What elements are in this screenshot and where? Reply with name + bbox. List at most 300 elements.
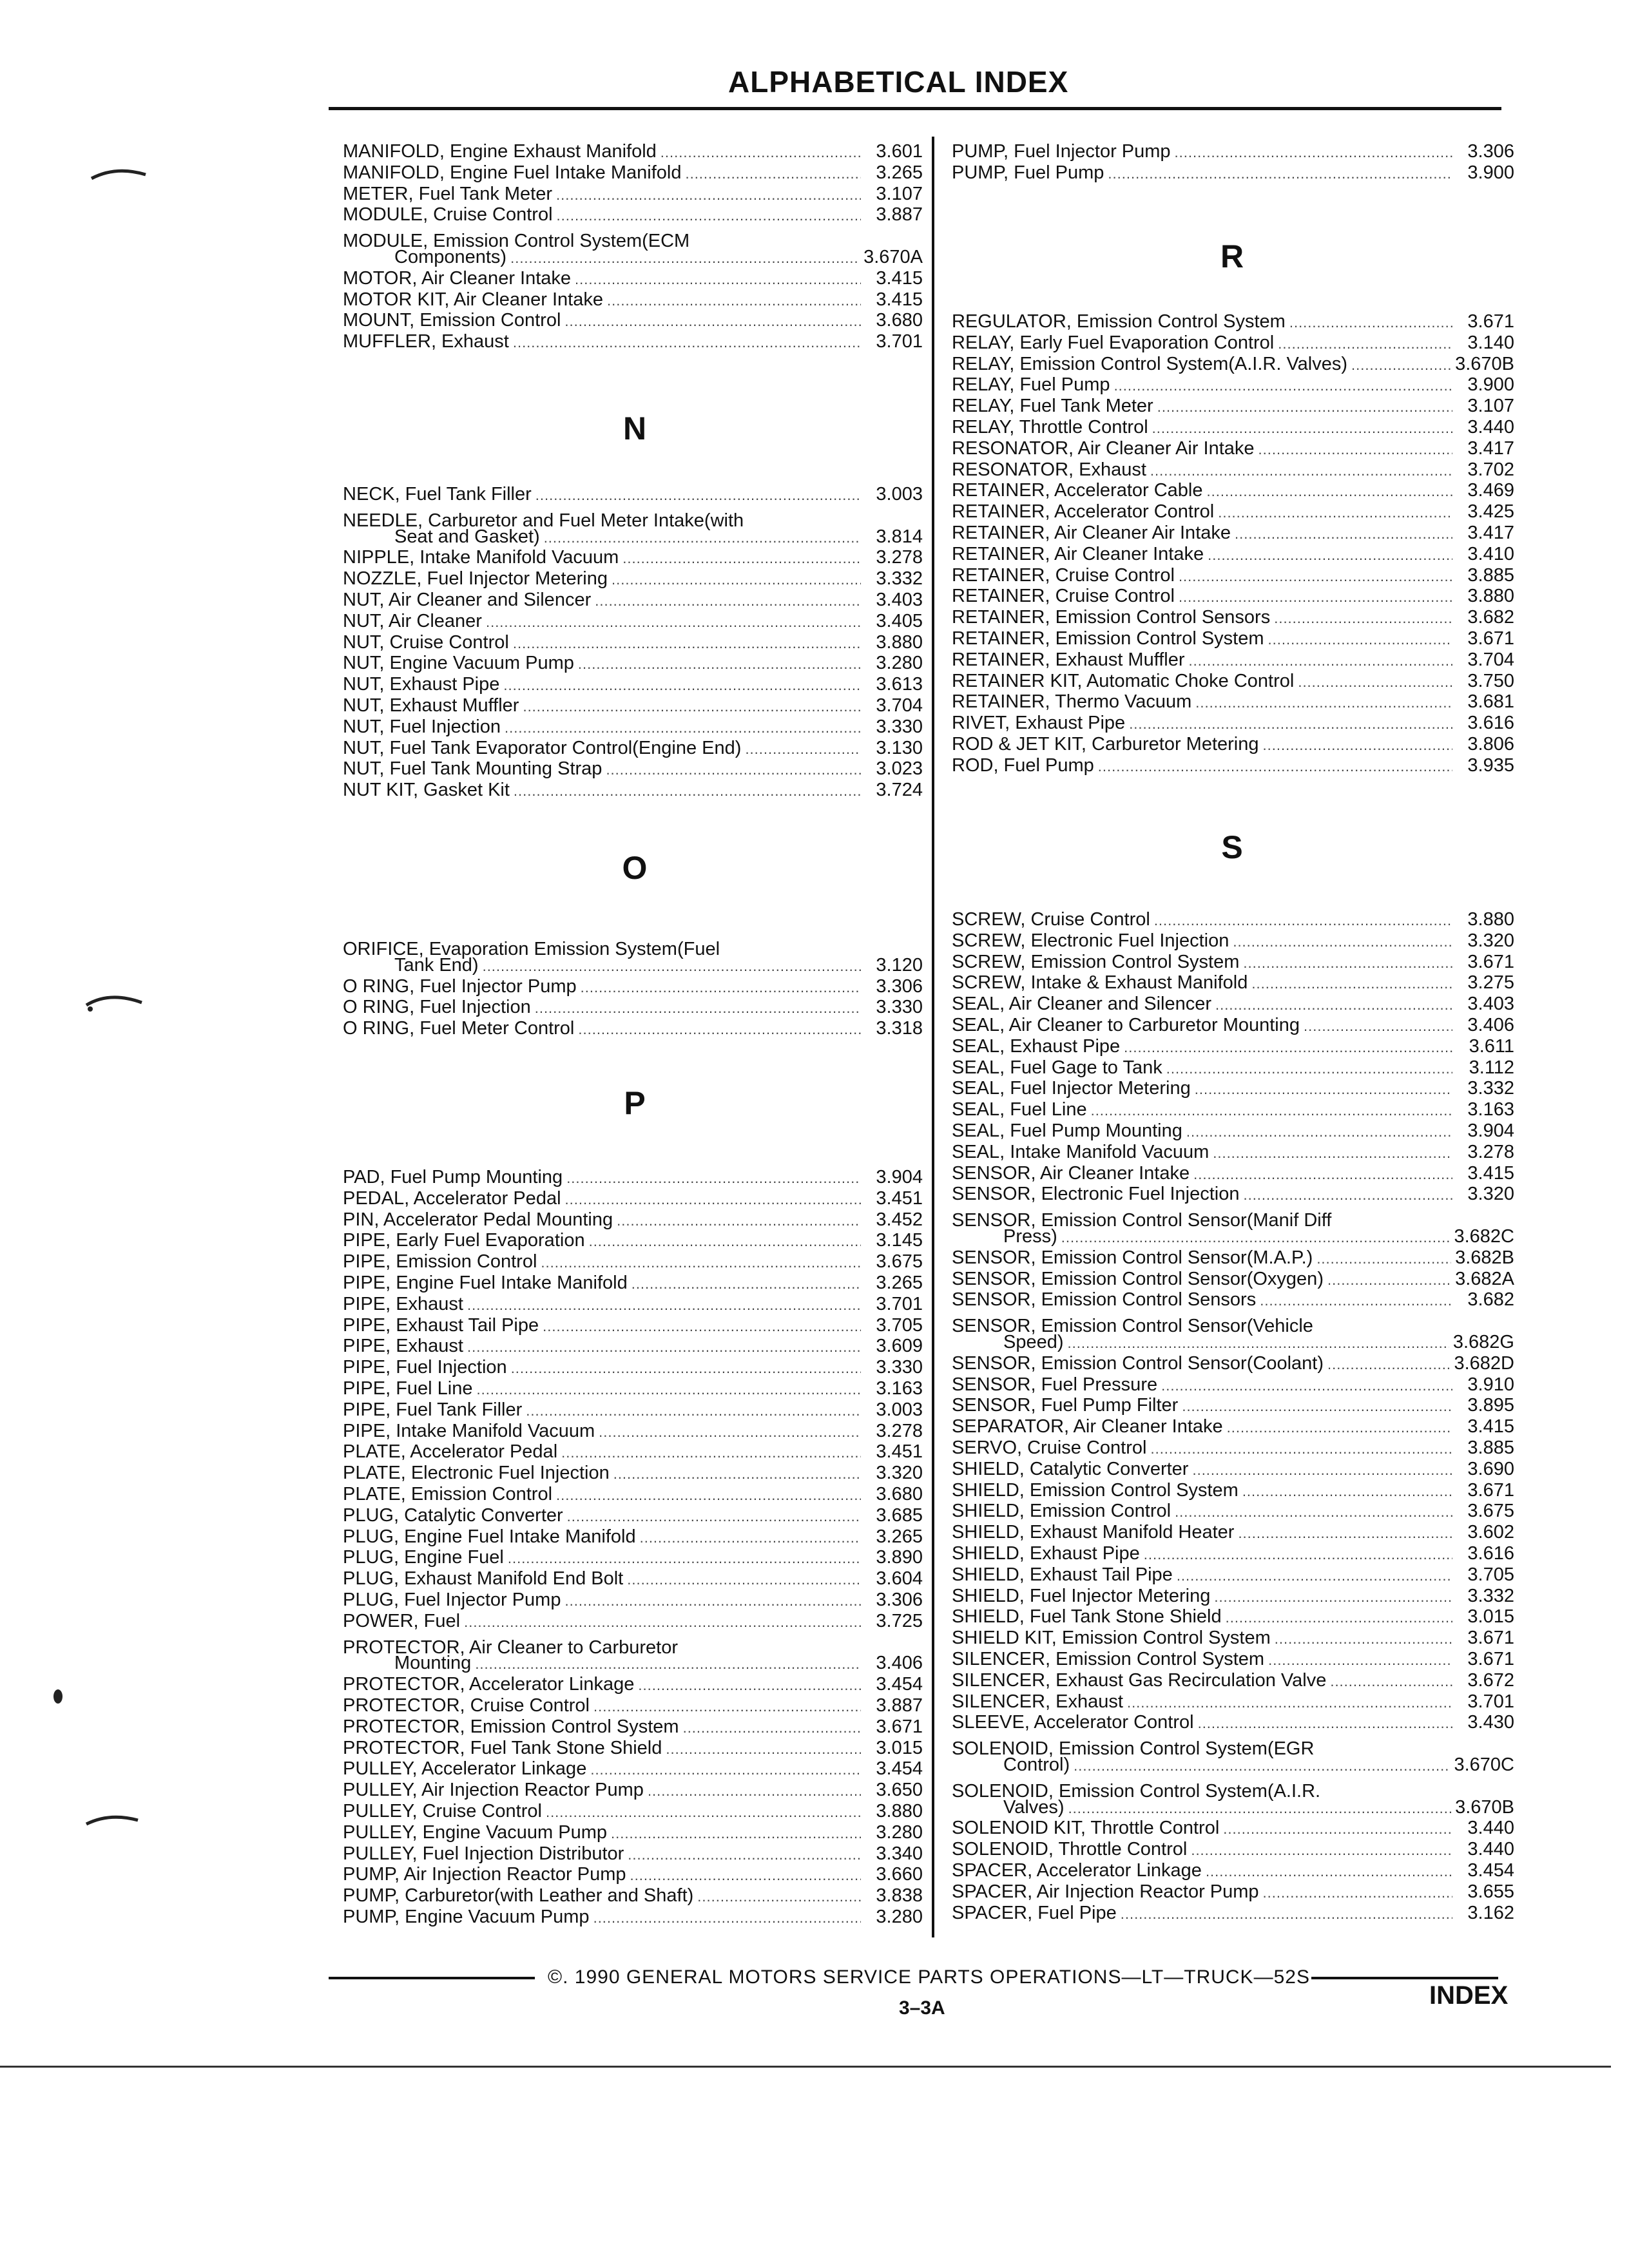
entry-label: POWER, Fuel (343, 1611, 461, 1631)
dot-leader (1182, 1396, 1452, 1418)
entry-label: SHIELD, Catalytic Converter (952, 1459, 1189, 1479)
dot-leader (1223, 1818, 1452, 1840)
entry-label: SPACER, Fuel Pipe (952, 1903, 1117, 1923)
dot-leader (513, 633, 861, 655)
dot-leader (511, 1358, 861, 1379)
entry-page: 3.910 (1467, 1374, 1514, 1395)
dot-leader (1108, 163, 1452, 185)
entry-label: SENSOR, Emission Control Sensor(Oxygen) (952, 1269, 1324, 1289)
index-entry (952, 733, 1514, 755)
entry-label: PLUG, Engine Fuel (343, 1547, 504, 1568)
entry-label: PLATE, Emission Control (343, 1484, 553, 1504)
dot-leader (505, 717, 861, 739)
index-entry (952, 140, 1514, 162)
dot-leader (1189, 650, 1452, 672)
dot-leader (1129, 713, 1452, 735)
dot-leader (640, 1527, 861, 1549)
entry-label: RELAY, Fuel Tank Meter (952, 396, 1153, 416)
entry-page: 3.162 (1467, 1903, 1514, 1923)
index-entry (952, 1057, 1514, 1079)
entry-page: 3.320 (1467, 1184, 1514, 1204)
entry-label: SPACER, Air Injection Reactor Pump (952, 1881, 1259, 1902)
index-entry (952, 1585, 1514, 1607)
entry-page: 3.320 (876, 1463, 923, 1483)
index-entry (343, 1779, 923, 1801)
punch-mark-1 (90, 164, 148, 190)
entry-page: 3.895 (1467, 1395, 1514, 1416)
index-entry (952, 543, 1514, 565)
entry-label: SCREW, Emission Control System (952, 952, 1240, 972)
entry-label: PLUG, Fuel Injector Pump (343, 1590, 561, 1610)
entry-label: SHIELD, Emission Control System (952, 1480, 1239, 1501)
dot-leader (564, 311, 861, 332)
index-entry (343, 289, 923, 311)
entry-page: 3.682 (1467, 1289, 1514, 1310)
index-entry (952, 712, 1514, 734)
dot-leader (566, 1168, 861, 1189)
entry-page: 3.705 (1467, 1564, 1514, 1585)
dot-leader (1268, 1649, 1452, 1671)
entry-page: 3.887 (876, 204, 923, 225)
dot-leader (1214, 1586, 1452, 1608)
entry-page: 3.675 (876, 1251, 923, 1272)
index-entry (952, 1711, 1514, 1733)
entry-label: SHIELD, Exhaust Pipe (952, 1543, 1140, 1564)
dot-leader (724, 933, 861, 955)
dot-leader (556, 1485, 861, 1506)
entry-label: PIPE, Early Fuel Evaporation (343, 1230, 585, 1251)
entry-label: SHIELD KIT, Emission Control System (952, 1628, 1271, 1648)
entry-page: 3.880 (876, 1801, 923, 1821)
index-entry (343, 526, 923, 548)
dot-leader (467, 1294, 861, 1316)
index-entry (952, 1648, 1514, 1670)
entry-page: 3.278 (876, 547, 923, 568)
index-entry (952, 1606, 1514, 1628)
index-entry (343, 1017, 923, 1039)
entry-page: 3.613 (876, 674, 923, 695)
dot-leader (1258, 439, 1452, 461)
index-entry (952, 479, 1514, 501)
dot-leader (607, 290, 861, 312)
index-entry (952, 332, 1514, 354)
entry-page: 3.725 (876, 1611, 923, 1631)
entry-label: SILENCER, Emission Control System (952, 1649, 1265, 1669)
entry-label: SHIELD, Fuel Injector Metering (952, 1586, 1211, 1606)
entry-page: 3.410 (1467, 544, 1514, 564)
entry-label: RETAINER, Thermo Vacuum (952, 691, 1192, 712)
entry-page: 3.417 (1467, 523, 1514, 543)
dot-leader (648, 1780, 861, 1802)
entry-page: 3.318 (876, 1018, 923, 1039)
entry-page: 3.140 (1467, 332, 1514, 353)
dot-leader (1091, 1100, 1452, 1122)
entry-label: SPACER, Accelerator Linkage (952, 1860, 1202, 1881)
index-entry (952, 1014, 1514, 1036)
entry-page: 3.107 (876, 184, 923, 204)
dot-leader (477, 1379, 862, 1401)
entry-page: 3.670A (863, 247, 923, 267)
index-entry (952, 1352, 1514, 1374)
entry-label: SEAL, Fuel Gage to Tank (952, 1057, 1162, 1078)
entry-page: 3.887 (876, 1695, 923, 1716)
entry-label: RELAY, Fuel Pump (952, 374, 1110, 395)
entry-label: PLUG, Engine Fuel Intake Manifold (343, 1526, 636, 1547)
entry-label: Components) (394, 247, 507, 267)
entry-page: 3.320 (1467, 930, 1514, 951)
index-entry (952, 993, 1514, 1015)
entry-page: 3.650 (876, 1780, 923, 1800)
entry-label: O RING, Fuel Injection (343, 997, 531, 1017)
index-entry (343, 1673, 923, 1695)
index-entry (952, 1458, 1514, 1480)
entry-label: METER, Fuel Tank Meter (343, 184, 553, 204)
index-entry (952, 670, 1514, 692)
entry-page: 3.332 (1467, 1078, 1514, 1099)
dot-leader (1175, 1501, 1452, 1523)
index-entry (952, 1141, 1514, 1163)
dot-leader (546, 1802, 861, 1823)
entry-page: 3.440 (1467, 1818, 1514, 1838)
entry-page: 3.454 (1467, 1860, 1514, 1881)
index-entry (952, 649, 1514, 671)
dot-leader (1327, 1354, 1451, 1376)
entry-page: 3.332 (1467, 1586, 1514, 1606)
index-entry (343, 1314, 923, 1336)
dot-leader (1150, 460, 1452, 482)
index-entry (343, 1906, 923, 1928)
entry-page: 3.670B (1455, 354, 1514, 374)
entry-page: 3.671 (1467, 628, 1514, 649)
entry-label: SHIELD, Exhaust Manifold Heater (952, 1522, 1235, 1542)
entry-page: 3.670B (1455, 1797, 1514, 1818)
entry-page: 3.890 (876, 1547, 923, 1568)
dot-leader (514, 780, 861, 802)
dot-leader (685, 163, 861, 185)
entry-label: PLATE, Accelerator Pedal (343, 1441, 558, 1462)
entry-page: 3.112 (1469, 1057, 1514, 1078)
entry-label: RETAINER, Exhaust Muffler (952, 649, 1185, 670)
dot-leader (1235, 523, 1452, 545)
index-entry (952, 754, 1514, 776)
index-entry (343, 1589, 923, 1611)
dot-leader (503, 675, 861, 697)
dot-leader (1289, 312, 1452, 334)
entry-page: 3.685 (876, 1505, 923, 1526)
entry-page: 3.671 (876, 1716, 923, 1737)
dot-leader (590, 1759, 861, 1781)
index-entry (952, 395, 1514, 417)
entry-page: 3.704 (1467, 649, 1514, 670)
footer-rule-right (1311, 1977, 1498, 1979)
entry-page: 3.163 (1467, 1099, 1514, 1120)
dot-leader (535, 485, 861, 506)
dot-leader (1179, 586, 1452, 608)
dot-leader (612, 569, 861, 591)
entry-page: 3.814 (876, 526, 923, 547)
entry-page: 3.440 (1467, 1839, 1514, 1860)
entry-page: 3.885 (1467, 1437, 1514, 1458)
index-entry (952, 972, 1514, 994)
dot-leader (627, 1569, 861, 1591)
index-entry (952, 1374, 1514, 1396)
entry-page: 3.278 (876, 1421, 923, 1441)
entry-page: 3.880 (1467, 909, 1514, 930)
index-entry (343, 546, 923, 568)
index-entry (952, 1860, 1514, 1881)
entry-page: 3.265 (876, 1526, 923, 1547)
index-entry (952, 585, 1514, 607)
dot-leader (1316, 1248, 1451, 1270)
entry-page: 3.724 (876, 780, 923, 800)
dot-leader (541, 1252, 861, 1274)
dot-leader (683, 1717, 861, 1739)
entry-label: PULLEY, Cruise Control (343, 1801, 542, 1821)
entry-label: PLATE, Electronic Fuel Injection (343, 1463, 610, 1483)
entry-page: 3.671 (1467, 952, 1514, 972)
index-entry (343, 631, 923, 653)
entry-page: 3.682G (1452, 1332, 1514, 1352)
entry-label: Valves) (1003, 1797, 1065, 1818)
entry-page: 3.406 (1467, 1015, 1514, 1035)
dot-leader (1150, 1438, 1452, 1460)
dot-leader (631, 1273, 861, 1295)
entry-label: SCREW, Intake & Exhaust Manifold (952, 972, 1248, 993)
dot-leader (535, 997, 861, 1019)
punch-mark-3 (48, 1685, 68, 1711)
dot-leader (578, 653, 861, 675)
dot-leader (1233, 931, 1452, 953)
entry-label: ROD, Fuel Pump (952, 755, 1094, 776)
index-entry (952, 1669, 1514, 1691)
page-number: 3–3A (899, 1997, 945, 2019)
entry-page: 3.306 (1467, 141, 1514, 162)
index-entry (952, 1521, 1514, 1543)
dot-leader (1298, 671, 1452, 693)
dot-leader (1318, 1733, 1452, 1754)
entry-label: SEAL, Air Cleaner and Silencer (952, 994, 1211, 1014)
dot-leader (467, 1336, 861, 1358)
entry-label: NUT, Fuel Tank Evaporator Control(Engine End) (343, 738, 742, 758)
entry-label: SHIELD, Emission Control (952, 1501, 1171, 1521)
entry-label: RELAY, Throttle Control (952, 417, 1148, 437)
entry-label: NUT, Exhaust Muffler (343, 695, 519, 716)
index-entry (343, 1546, 923, 1568)
entry-page: 3.015 (876, 1738, 923, 1758)
section-label: INDEX (1429, 1981, 1509, 2010)
index-entry (952, 1881, 1514, 1903)
entry-label: RIVET, Exhaust Pipe (952, 713, 1126, 733)
index-entry (952, 1754, 1514, 1776)
dot-leader (1238, 1523, 1452, 1544)
dot-leader (611, 1823, 861, 1845)
entry-label: MODULE, Emission Control System(ECM (343, 231, 690, 251)
entry-page: 3.403 (1467, 994, 1514, 1014)
index-entry (343, 1441, 923, 1463)
entry-label: SENSOR, Electronic Fuel Injection (952, 1184, 1240, 1204)
entry-page: 3.681 (1467, 691, 1514, 712)
index-entry (952, 1542, 1514, 1564)
entry-page: 3.616 (1467, 1543, 1514, 1564)
index-entry (343, 954, 923, 976)
index-entry (343, 933, 923, 959)
entry-label: PULLEY, Accelerator Linkage (343, 1758, 587, 1779)
index-entry (343, 1293, 923, 1315)
dot-leader (564, 1590, 861, 1612)
dot-leader (1144, 1544, 1452, 1566)
dot-leader (1195, 692, 1452, 714)
entry-page: 3.415 (876, 268, 923, 289)
dot-leader (557, 205, 861, 227)
entry-label: PUMP, Carburetor(with Leather and Shaft) (343, 1885, 694, 1906)
entry-page: 3.454 (876, 1674, 923, 1695)
index-entry (343, 737, 923, 759)
entry-page: 3.003 (876, 1399, 923, 1420)
dot-leader (1193, 1164, 1452, 1186)
dot-leader (1227, 1417, 1452, 1439)
dot-leader (1206, 1861, 1452, 1883)
entry-page: 3.880 (1467, 586, 1514, 606)
entry-label: REGULATOR, Emission Control System (952, 311, 1286, 332)
dot-leader (1068, 1798, 1452, 1820)
entry-page: 3.417 (1467, 438, 1514, 459)
entry-label: RETAINER, Accelerator Cable (952, 480, 1203, 501)
entry-label: O RING, Fuel Meter Control (343, 1018, 575, 1039)
dot-leader (523, 696, 861, 718)
index-entry (952, 1035, 1514, 1057)
index-entry (343, 1695, 923, 1716)
index-entry (952, 522, 1514, 544)
index-entry (952, 1416, 1514, 1437)
index-entry (343, 695, 923, 716)
dot-leader (682, 1631, 861, 1653)
entry-page: 3.278 (1467, 1142, 1514, 1162)
index-entry (343, 716, 923, 738)
entry-page: 3.671 (1467, 311, 1514, 332)
dot-leader (666, 1738, 861, 1760)
entry-label: NUT, Exhaust Pipe (343, 674, 500, 695)
dot-leader (599, 1421, 861, 1443)
dot-leader (606, 759, 861, 781)
dot-leader (1226, 1607, 1452, 1629)
dot-leader (486, 611, 861, 633)
bottom-rule (0, 2066, 1611, 2068)
dot-leader (638, 1675, 861, 1696)
entry-page: 3.340 (876, 1843, 923, 1864)
entry-label: RETAINER, Accelerator Control (952, 501, 1215, 522)
entry-label: SENSOR, Emission Control Sensors (952, 1289, 1257, 1310)
entry-label: MANIFOLD, Engine Fuel Intake Manifold (343, 162, 682, 183)
index-entry (343, 246, 923, 268)
entry-page: 3.602 (1467, 1522, 1514, 1542)
entry-label: Speed) (1003, 1332, 1064, 1352)
dot-leader (543, 1316, 861, 1338)
entry-page: 3.330 (876, 1357, 923, 1378)
dot-leader (464, 1611, 861, 1633)
dot-leader (1114, 375, 1452, 397)
entry-label: PUMP, Air Injection Reactor Pump (343, 1864, 626, 1885)
copyright-notice: ©. 1990 GENERAL MOTORS SERVICE PARTS OPERATIONS—LT—TRUCK—52S (548, 1966, 1310, 1988)
dot-leader (581, 977, 861, 999)
dot-leader (1263, 735, 1452, 756)
index-entry (952, 1500, 1514, 1522)
dot-leader (1175, 142, 1452, 164)
dot-leader (1218, 502, 1452, 524)
index-entry (952, 951, 1514, 973)
entry-page: 3.454 (876, 1758, 923, 1779)
dot-leader (1098, 756, 1452, 778)
index-entry (343, 673, 923, 695)
index-entry (952, 1247, 1514, 1269)
entry-label: NECK, Fuel Tank Filler (343, 484, 532, 505)
index-entry (343, 1863, 923, 1885)
entry-page: 3.451 (876, 1441, 923, 1462)
entry-label: PIPE, Exhaust (343, 1336, 463, 1356)
entry-label: PROTECTOR, Air Cleaner to Carburetor (343, 1637, 679, 1658)
entry-label: PUMP, Fuel Injector Pump (952, 141, 1171, 162)
entry-label: SEAL, Exhaust Pipe (952, 1036, 1121, 1057)
entry-label: NUT, Fuel Tank Mounting Strap (343, 758, 602, 779)
entry-page: 3.452 (876, 1209, 923, 1230)
entry-label: SENSOR, Air Cleaner Intake (952, 1163, 1190, 1184)
entry-label: MUFFLER, Exhaust (343, 331, 509, 352)
index-entry (343, 610, 923, 632)
entry-label: RELAY, Early Fuel Evaporation Control (952, 332, 1275, 353)
index-entry (343, 225, 923, 251)
entry-page: 3.330 (876, 716, 923, 737)
dot-leader (1191, 1840, 1452, 1861)
index-entry (343, 331, 923, 352)
index-entry (952, 1564, 1514, 1586)
entry-page: 3.904 (876, 1167, 923, 1187)
entry-label: ROD & JET KIT, Carburetor Metering (952, 734, 1259, 754)
index-entry (343, 1885, 923, 1907)
entry-page: 3.690 (1467, 1459, 1514, 1479)
entry-page: 3.682A (1455, 1269, 1514, 1289)
entry-label: ORIFICE, Evaporation Emission System(Fuel (343, 939, 720, 959)
entry-page: 3.900 (1467, 162, 1514, 183)
index-entry (952, 908, 1514, 930)
dot-leader (578, 1019, 861, 1041)
entry-label: SEAL, Fuel Pump Mounting (952, 1120, 1182, 1141)
index-entry (952, 1775, 1514, 1802)
entry-label: RETAINER, Air Cleaner Air Intake (952, 523, 1231, 543)
entry-label: SENSOR, Emission Control Sensor(M.A.P.) (952, 1247, 1313, 1268)
index-entry (343, 1378, 923, 1399)
dot-leader (1324, 1775, 1452, 1797)
entry-page: 3.806 (1467, 734, 1514, 754)
index-entry (343, 589, 923, 611)
index-entry (343, 183, 923, 205)
entry-label: Control) (1003, 1754, 1070, 1775)
entry-label: RETAINER, Emission Control System (952, 628, 1264, 649)
entry-label: SCREW, Cruise Control (952, 909, 1150, 930)
index-entry (343, 568, 923, 590)
entry-label: PIPE, Fuel Injection (343, 1357, 507, 1378)
index-entry (343, 1187, 923, 1209)
entry-label: SOLENOID, Emission Control System(EGR (952, 1738, 1315, 1759)
entry-label: NUT, Air Cleaner (343, 611, 482, 631)
entry-page: 3.265 (876, 162, 923, 183)
dot-leader (1157, 396, 1452, 418)
entry-page: 3.838 (876, 1885, 923, 1906)
entry-page: 3.107 (1467, 396, 1514, 416)
dot-leader (1166, 1058, 1452, 1080)
entry-page: 3.670C (1454, 1754, 1514, 1775)
entry-page: 3.935 (1467, 755, 1514, 776)
entry-label: RETAINER, Emission Control Sensors (952, 607, 1271, 628)
index-entry (343, 1568, 923, 1590)
